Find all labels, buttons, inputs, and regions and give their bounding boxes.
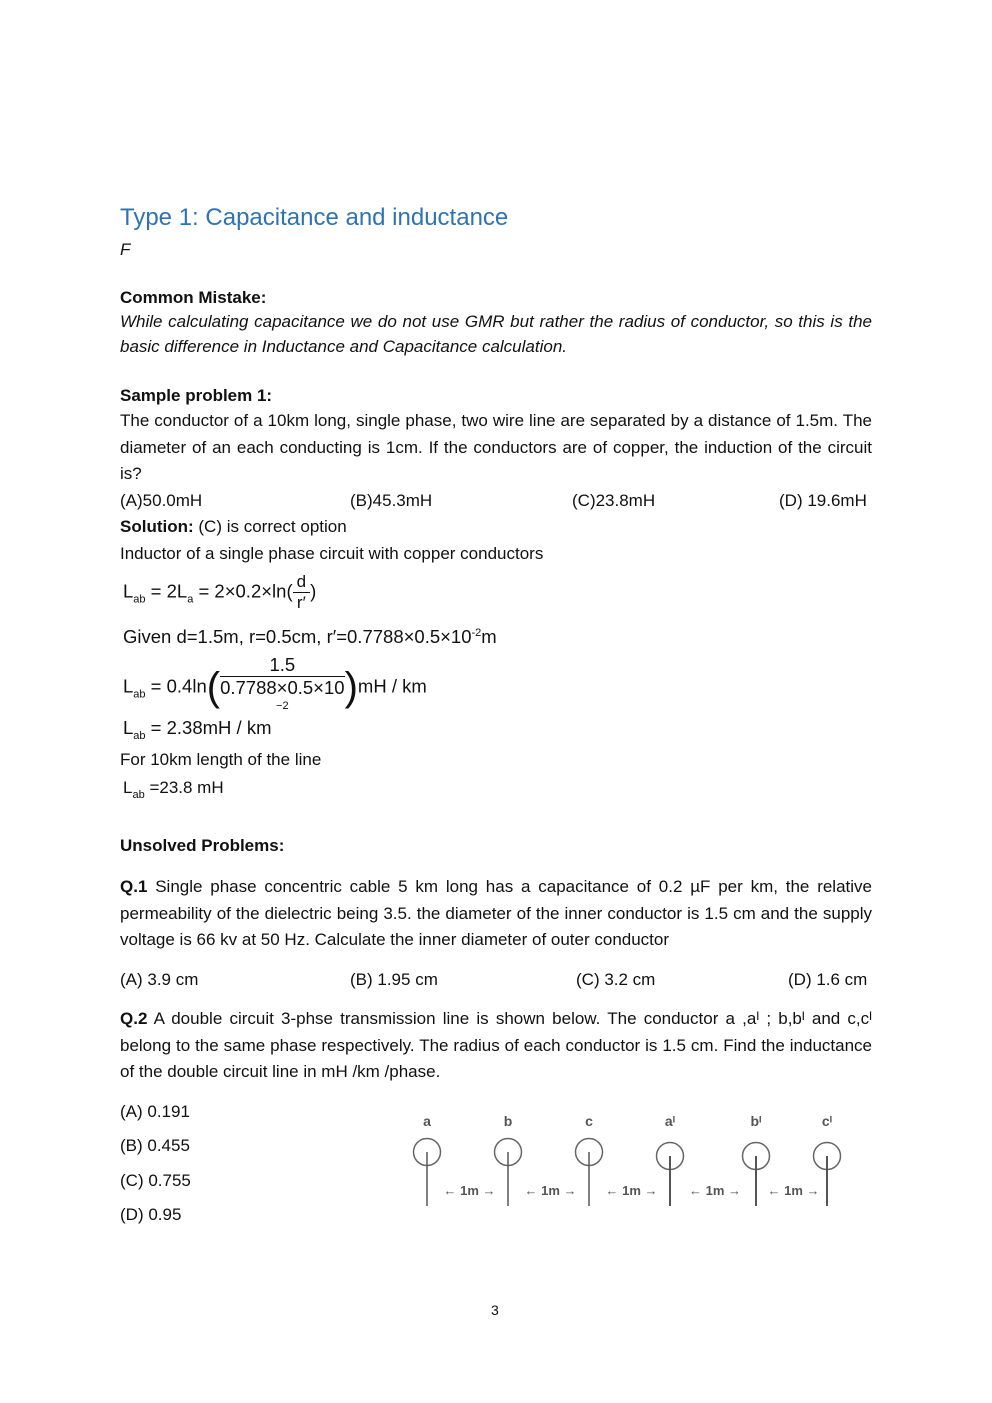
q2-option-c: (C) 0.755 [120,1171,191,1190]
q1-option-c: (C) 3.2 cm [576,970,656,989]
conductor-label: bᴵ [750,1113,762,1129]
q2-text: Q.2 A double circuit 3-phse transmission line is shown below. The conductor a ,aᴵ ; b,bᴵ and c,cᴵ belong to the same phase respectively. The radius of each conductor is 1.5 cm. Find the inductance of the double circuit line in mH /km /phase. [120,1009,872,1081]
given-values: Given d=1.5m, r=0.5cm, $r'=0.7788\times 0.5\times 10^{-2}m$ [123,626,497,647]
q1-option-d: (D) 1.6 cm [788,970,868,989]
sample-question: The conductor of a 10km long, single phase, two wire line are separated by a distance of 1.5m. The diameter of an each conducting is 1cm. If the conductors are of copper, the induction of the circuit is? [120,411,872,483]
q2-option-b: (B) 0.455 [120,1136,190,1155]
solution-text: (C) is correct option [193,517,347,536]
common-mistake-text: While calculating capacitance we do not use GMR but rather the radius of conductor, so this is the basic difference in Inductance and Capacitance calculation. [120,312,872,356]
q2-option-a: (A) 0.191 [120,1102,190,1121]
spacing-label: ← 1m → [767,1183,820,1198]
spacing-label: ← 1m → [524,1183,577,1198]
equation-1: $L_{ab} = 2L_a = 2\times 0.2\times\ln$( $\frac{d}{r'}$ ) [123,572,317,612]
sample-option-b: (B)45.3mH [350,491,433,510]
conductor-label: cᴵ [821,1113,833,1129]
sample-option-c: (C)23.8mH [572,491,656,510]
conductor-label: a [423,1113,431,1129]
spacing-label: ← 1m → [605,1183,658,1198]
sample-problem-label: Sample problem 1: [120,386,273,405]
spacing-label: ← 1m → [443,1183,496,1198]
for-line: For 10km length of the line [120,750,322,769]
q1-option-b: (B) 1.95 cm [350,970,438,989]
page-number: 3 [491,1302,499,1318]
common-mistake-label: Common Mistake: [120,288,267,307]
q2-option-d: (D) 0.95 [120,1205,182,1224]
sample-option-a: (A)50.0mH [120,491,203,510]
solution-intro: Inductor of a single phase circuit with copper conductors [120,544,544,563]
sample-option-d: (D) 19.6mH [779,491,867,510]
q1-text: Q.1 Single phase concentric cable 5 km long has a capacitance of 0.2 µF per km, the relative permeability of the dielectric being 3.5. the diameter of the inner conductor is 1.5 cm and the supply voltage is 66 kv at 50 Hz. Calculate the inner diameter of outer conductor [120,877,872,949]
conductor-label: c [585,1113,593,1129]
equation-2: $L_{ab} = 0.4\ln$( 1.5 0.7788×0.5×10 $^{-2}$ )mH / km [123,654,427,712]
solution-label: Solution: [120,517,194,536]
equation-4: $L_{ab} =23.8$ mH [123,778,224,801]
q1-option-a: (A) 3.9 cm [120,970,199,989]
equation-3: $L_{ab} = 2.38mH$ / km [123,717,272,742]
conductor-label: aᴵ [664,1113,676,1129]
unsolved-label: Unsolved Problems: [120,836,285,855]
conductor-label: b [503,1113,513,1129]
f-line: F [120,240,131,259]
section-heading: Type 1: Capacitance and inductance [120,204,509,231]
spacing-label: ← 1m → [688,1183,742,1198]
